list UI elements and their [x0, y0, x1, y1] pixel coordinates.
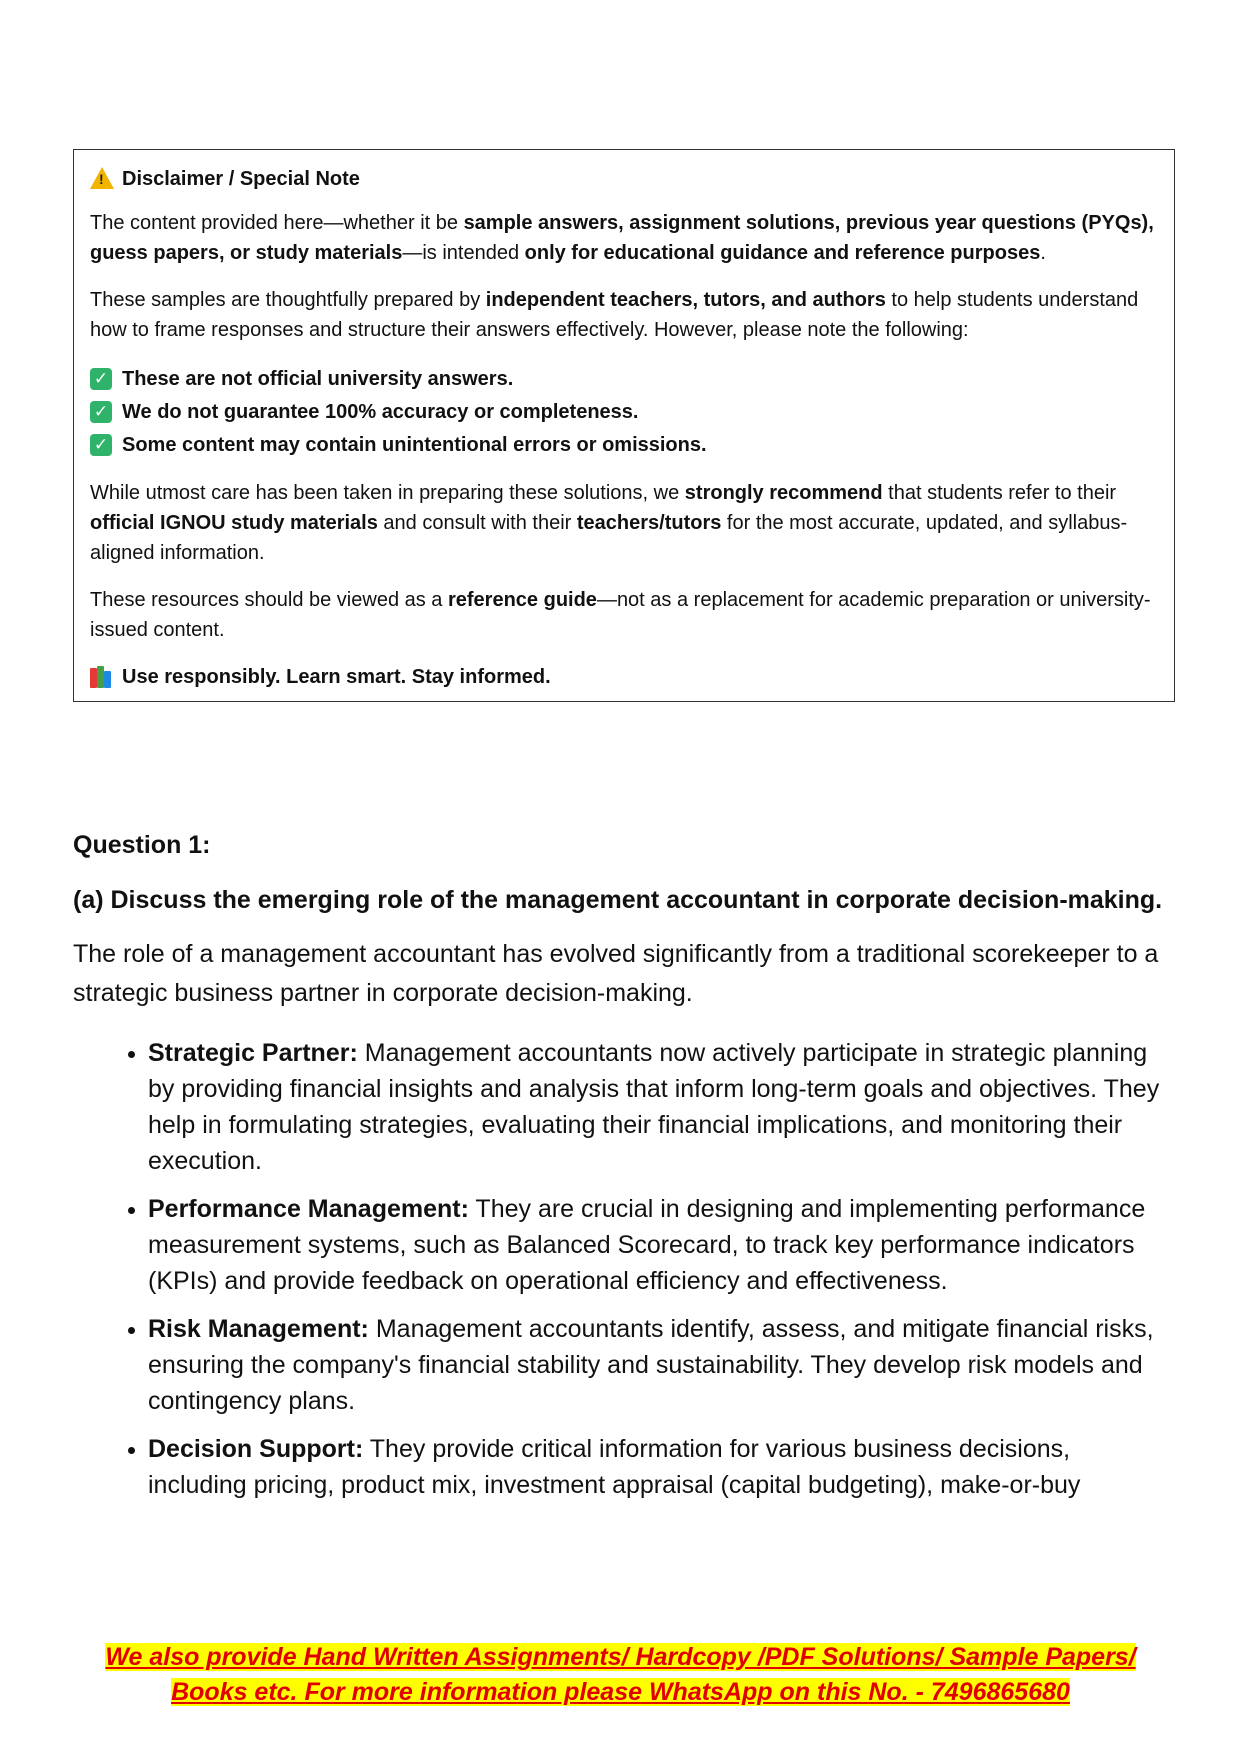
question-intro: The role of a management accountant has evolved significantly from a traditional scorekeeper to a strategic business partner in corporate decision-making.	[73, 940, 1159, 1007]
disclaimer-paragraph-4	[90, 585, 1158, 645]
text-run: —not as a replacement for academic preparation or university-issued content.	[90, 589, 1151, 641]
disclaimer-paragraph-3	[90, 478, 1158, 568]
text-run: to help students understand how to frame responses and structure their answers effectively. However, please note the following:	[90, 289, 1139, 341]
bullet-term: Strategic Partner:	[148, 1039, 358, 1067]
list-item	[148, 1431, 1173, 1503]
list-item	[148, 1191, 1173, 1299]
disclaimer-footer-row	[90, 662, 1158, 692]
role-bullet-list	[73, 1035, 1173, 1503]
checkmark-icon: ✓	[90, 434, 112, 456]
bullet-term: Performance Management:	[148, 1195, 469, 1223]
text-run: These resources should be viewed as a	[90, 589, 448, 611]
text-run: that students refer to their	[882, 482, 1117, 504]
text-run: The content provided here—whether it be	[90, 212, 464, 234]
disclaimer-box	[73, 149, 1175, 702]
text-run: for the most accurate, updated, and syllabus-aligned information.	[90, 512, 1128, 564]
disclaimer-check-list	[90, 362, 1158, 461]
bold-text-run: sample answers, assignment solutions, previous year questions (PYQs), guess papers, or study materials	[90, 212, 1154, 264]
bullet-text: Management accountants identify, assess, and mitigate financial risks, ensuring the company's financial stability and sustainability. They develop risk models and contingency plans.	[148, 1315, 1154, 1415]
promo-line-1: We also provide Hand Written Assignments/ Hardcopy /PDF Solutions/ Sample Papers/	[105, 1643, 1136, 1671]
text-run: While utmost care has been taken in preparing these solutions, we	[90, 482, 685, 504]
bullet-term: Decision Support:	[148, 1435, 364, 1463]
disclaimer-title: Disclaimer / Special Note	[122, 168, 360, 190]
bullet-text: They provide critical information for various business decisions, including pricing, product mix, investment appraisal (capital budgeting), make-or-buy	[148, 1435, 1081, 1499]
bold-text-run: independent teachers, tutors, and authors	[485, 289, 886, 311]
promo-banner	[0, 1640, 1241, 1710]
warning-icon	[90, 167, 114, 189]
question-section	[73, 825, 1173, 1515]
list-item	[148, 1035, 1173, 1179]
bold-text-run: reference guide	[447, 589, 597, 611]
checkmark-icon: ✓	[90, 401, 112, 423]
text-run: —is intended	[402, 242, 525, 264]
check-item	[90, 395, 1158, 428]
disclaimer-title-row	[90, 164, 1158, 194]
bold-text-run: official IGNOU study materials	[90, 512, 378, 534]
text-run: .	[1040, 242, 1046, 264]
question-title: Question 1:	[73, 831, 211, 859]
check-item-text: These are not official university answers.	[122, 367, 514, 390]
check-item	[90, 428, 1158, 461]
check-item-text: Some content may contain unintentional errors or omissions.	[122, 433, 707, 456]
list-item	[148, 1311, 1173, 1419]
promo-line-2: Books etc. For more information please WhatsApp on this No. - 7496865680	[171, 1678, 1070, 1706]
bold-text-run: teachers/tutors	[576, 512, 722, 534]
disclaimer-paragraph-2	[90, 285, 1158, 345]
disclaimer-paragraph-1	[90, 208, 1158, 268]
checkmark-icon: ✓	[90, 368, 112, 390]
bold-text-run: strongly recommend	[684, 482, 883, 504]
bold-text-run: only for educational guidance and reference purposes	[524, 242, 1041, 264]
text-run: and consult with their	[377, 512, 577, 534]
question-subtitle: (a) Discuss the emerging role of the management accountant in corporate decision-making.	[73, 886, 1163, 914]
text-run: These samples are thoughtfully prepared by	[90, 289, 486, 311]
check-item	[90, 362, 1158, 395]
bullet-text: They are crucial in designing and implementing performance measurement systems, such as Balanced Scorecard, to track key performance indicators (KPIs) and provide feedback on operational efficiency and effectiveness.	[148, 1195, 1146, 1295]
bullet-text: Management accountants now actively participate in strategic planning by providing financial insights and analysis that inform long-term goals and objectives. They help in formulating strategies, evaluating their financial implications, and monitoring their execution.	[148, 1039, 1160, 1175]
books-icon	[90, 666, 112, 688]
check-item-text: We do not guarantee 100% accuracy or completeness.	[122, 400, 639, 423]
disclaimer-footer: Use responsibly. Learn smart. Stay informed.	[122, 666, 551, 688]
bullet-term: Risk Management:	[148, 1315, 369, 1343]
